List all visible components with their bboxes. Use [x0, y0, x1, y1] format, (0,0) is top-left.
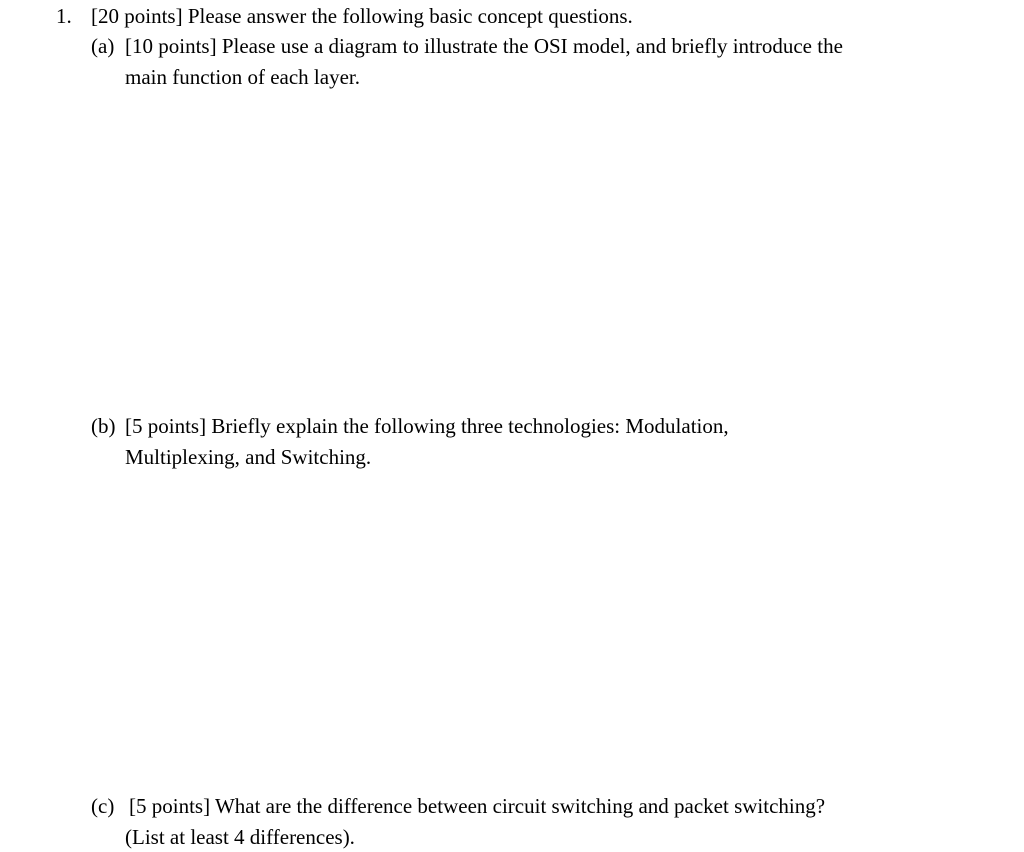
part-a-label: (a)	[91, 34, 115, 58]
part-c-line-2: (List at least 4 differences).	[125, 825, 355, 849]
part-a-line-1: [10 points] Please use a diagram to illustrate the OSI model, and briefly introduce the	[125, 34, 843, 58]
part-b-line-1: [5 points] Briefly explain the following three technologies: Modulation,	[125, 414, 729, 438]
part-b-line-2: Multiplexing, and Switching.	[125, 445, 372, 469]
question-heading: [20 points] Please answer the following basic concept questions.	[91, 4, 633, 28]
part-a-line-2: main function of each layer.	[125, 65, 360, 89]
part-c-label: (c)	[91, 794, 115, 818]
question-number: 1.	[56, 4, 72, 28]
part-c-line-1: [5 points] What are the difference between circuit switching and packet switching?	[129, 794, 826, 818]
part-b-label: (b)	[91, 414, 116, 438]
